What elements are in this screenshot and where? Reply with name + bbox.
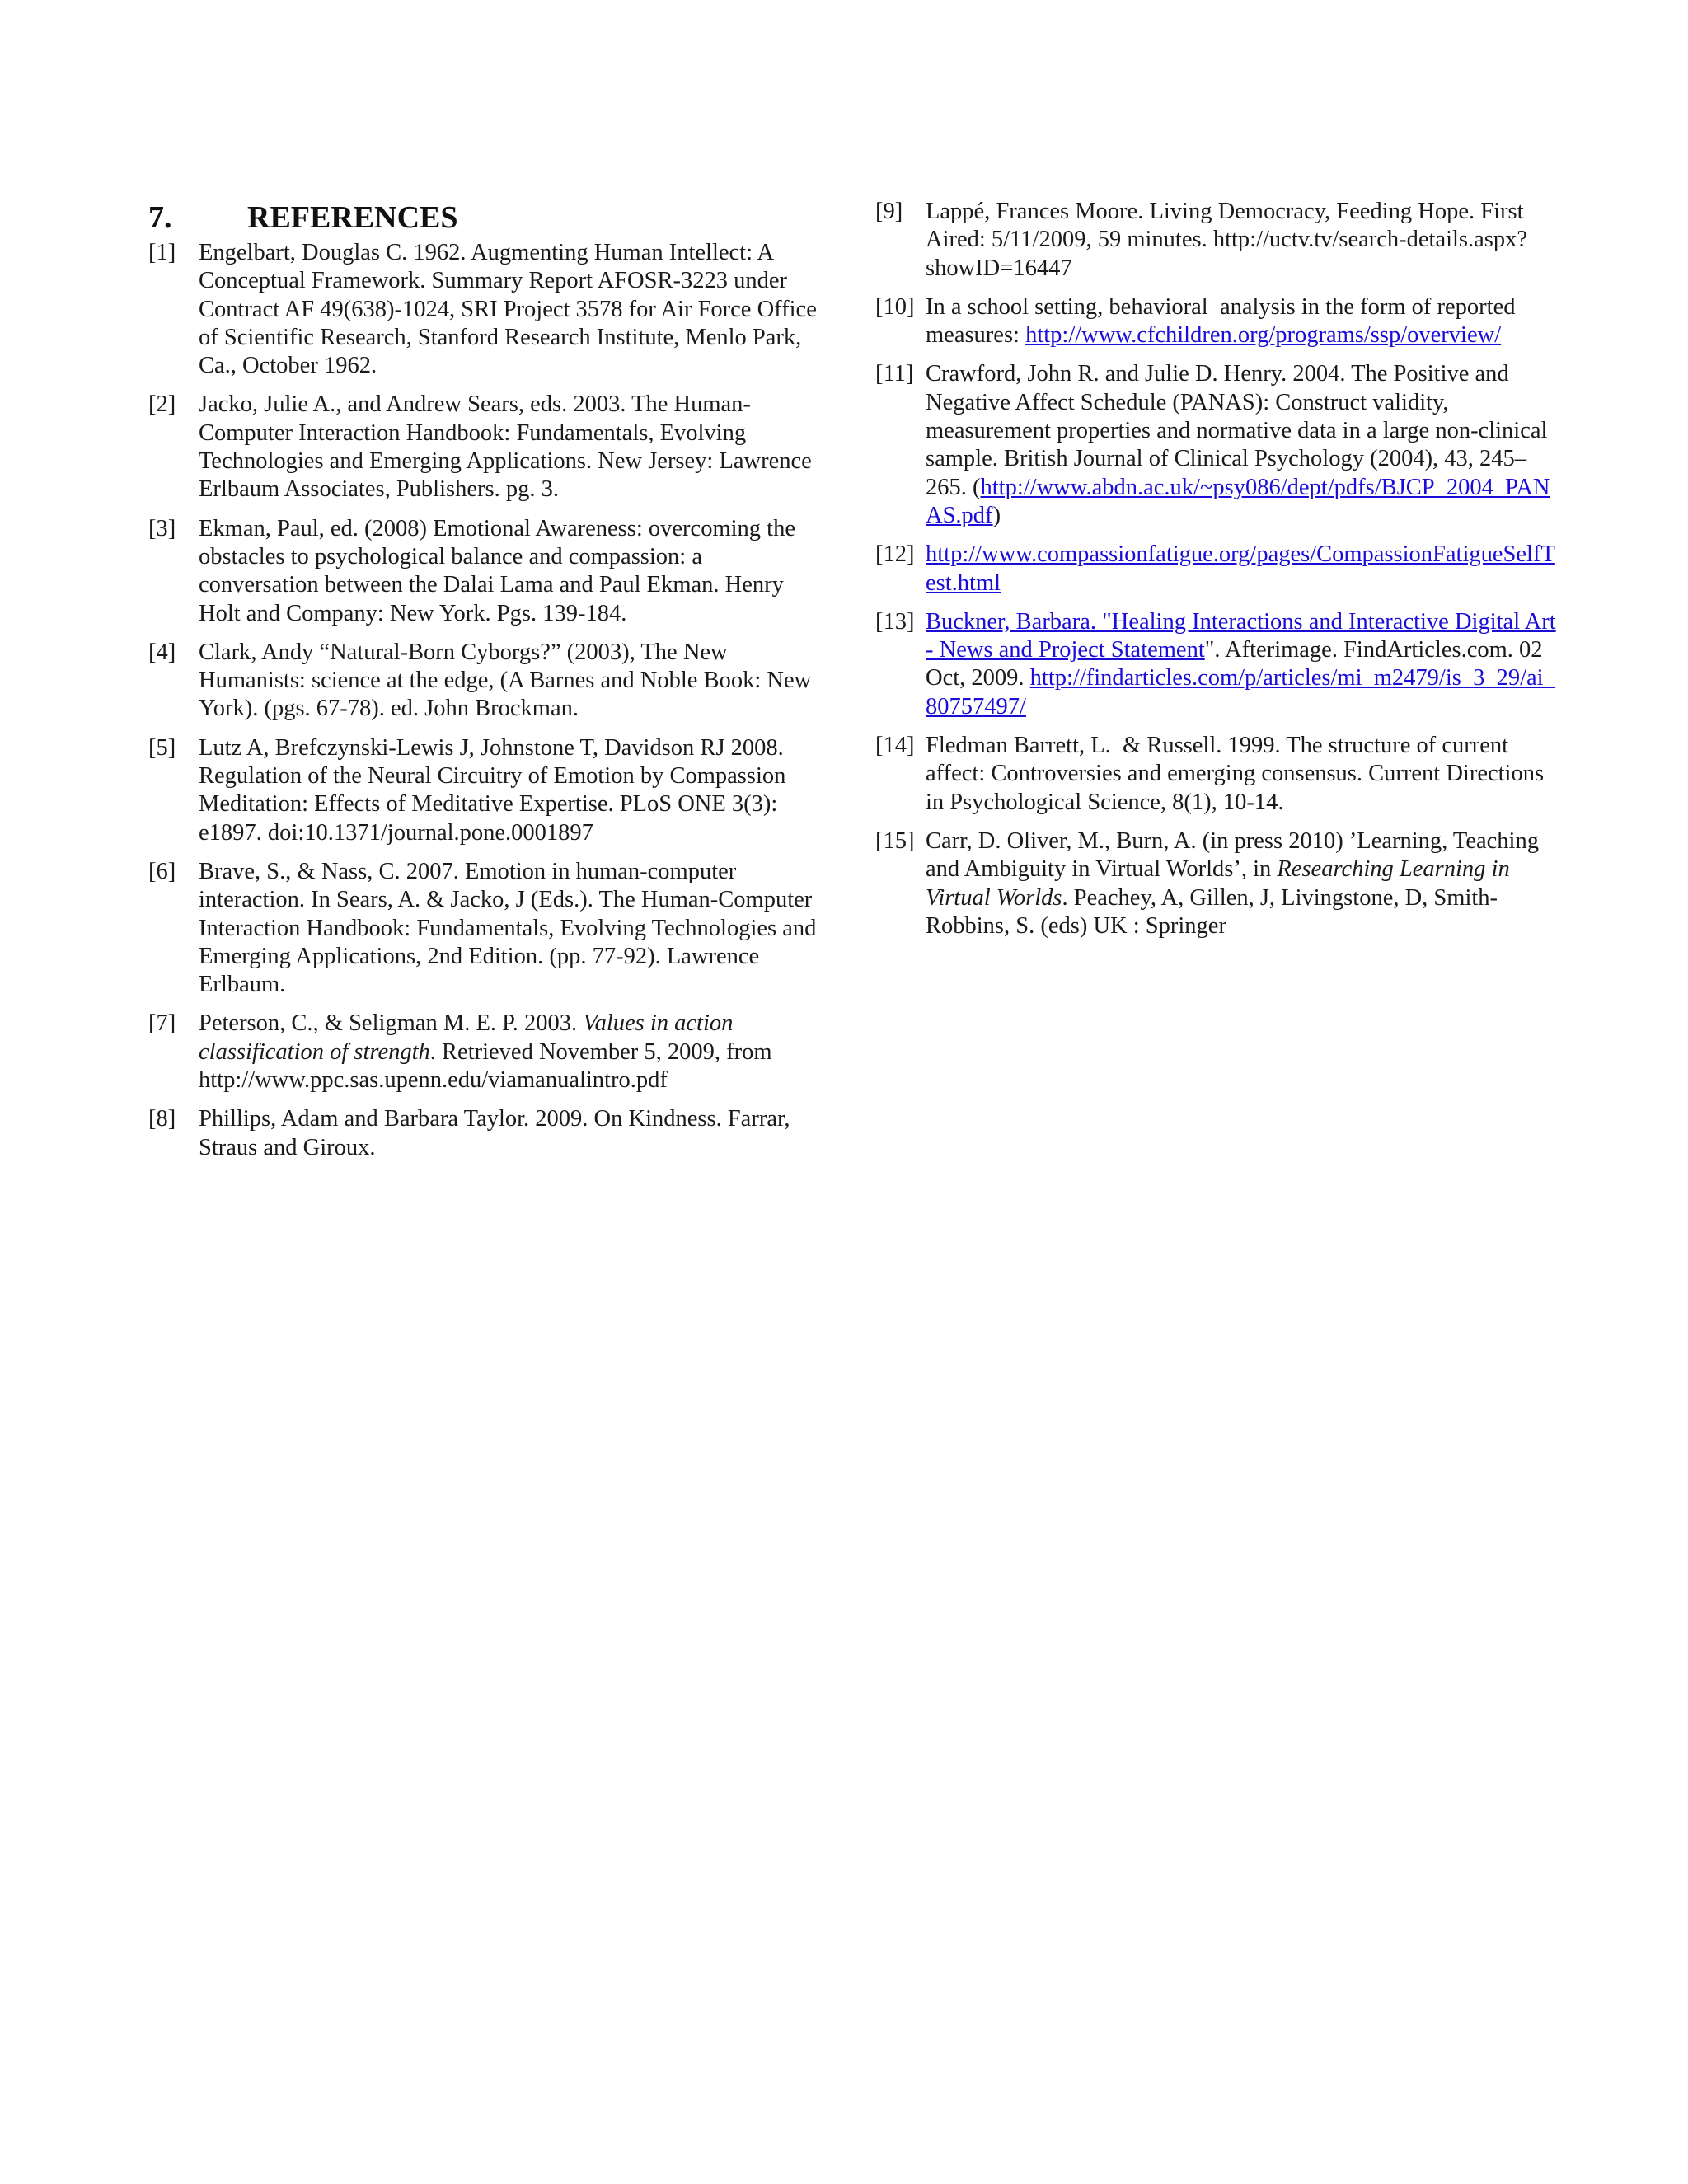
reference-text: Brave, S., & Nass, C. 2007. Emotion in human-computer interaction. In Sears, A. & Jacko, J (Eds.). The Human-Computer Interaction Handbook: Fundamentals, Evolving Technologies and Emerging Applications, 2nd Edition. (pp. 77-92). Lawrence Erlbaum. [199, 858, 823, 998]
reference-text: Engelbart, Douglas C. 1962. Augmenting Human Intellect: A Conceptual Framework. Summary Report AFOSR-3223 under Contract AF 49(638)-1024, SRI Project 3578 for Air Force Office of Scientific Research, Stanford Research Institute, Menlo Park, Ca., October 1962. [199, 240, 823, 379]
reference-link[interactable]: http://www.compassionfatigue.org/pages/CompassionFatigueSelfTest.html [926, 541, 1555, 596]
reference-item [875, 198, 1559, 283]
reference-number: [14] [875, 733, 915, 759]
reference-text: Lappé, Frances Moore. Living Democracy, Feeding Hope. First Aired: 5/11/2009, 59 minutes. http://uctv.tv/search-details.aspx?showID=16447 [926, 199, 1529, 281]
reference-text: Ekman, Paul, ed. (2008) Emotional Awareness: overcoming the obstacles to psychological balance and compassion: a conversation between the Dalai Lama and Paul Ekman. Henry Holt and Company: New York. Pgs. 139-184. [199, 515, 802, 626]
reference-link[interactable]: http://findarticles.com/p/articles/mi_m2479/is_3_29/ai_80757497/ [926, 665, 1555, 719]
left-column [148, 198, 824, 1173]
reference-item [875, 293, 1559, 350]
reference-number: [10] [875, 293, 915, 320]
reference-text: Lutz A, Brefczynski-Lewis J, Johnstone T, Davidson RJ 2008. Regulation of the Neural Circuitry of Emotion by Compassion Meditation: Effects of Meditative Expertise. PLoS ONE 3(3): e1897. doi:10.1371/journal.pone.0001897 [199, 734, 792, 846]
reference-text: Clark, Andy “Natural-Born Cyborgs?” (2003), The New Humanists: science at the edge, (A Barnes and Noble Book: New York). (pgs. 67-78). ed. John Brockman. [199, 639, 817, 722]
reference-item [875, 541, 1559, 598]
reference-text: In a school setting, behavioral analysis in the form of reported measures: http://www.cfchildren.org/programs/ssp/overview/ [926, 293, 1522, 349]
section-heading [148, 201, 824, 234]
reference-title-italic: Values in action classification of strength [199, 1010, 734, 1065]
reference-text: Carr, D. Oliver, M., Burn, A. (in press 2010) ’Learning, Teaching and Ambiguity in Virtual Worlds’, in Researching Learning in Virtual Worlds. Peachey, A, Gillen, J, Livingstone, D, Smith-Robbins, S. (eds) UK : Springer [926, 827, 1539, 939]
reference-text: Jacko, Julie A., and Andrew Sears, eds. 2003. The Human-Computer Interaction Handbook: Fundamentals, Evolving Technologies and Emerging Applications. New Jersey: Lawrence Erlbaum Associates, Publishers. pg. 3. [199, 391, 818, 503]
reference-text: Buckner, Barbara. "Healing Interactions and Interactive Digital Art - News and Project Statement". Afterimage. FindArticles.com. 02 Oct, 2009. http://findarticles.com/p/articles/mi_m2479/is_3_29/ai_80757497/ [926, 608, 1556, 719]
reference-list-left [148, 239, 824, 1162]
reference-item [148, 391, 824, 504]
reference-item [148, 734, 824, 847]
reference-title-italic: Researching Learning in Virtual Worlds [926, 856, 1510, 911]
reference-item [875, 732, 1559, 817]
reference-number: [12] [875, 541, 915, 568]
reference-number: [3] [148, 515, 176, 541]
reference-item [148, 1010, 824, 1094]
reference-item [148, 1105, 824, 1162]
reference-list-right [875, 198, 1559, 940]
reference-number: [7] [148, 1010, 176, 1037]
reference-number: [4] [148, 639, 176, 665]
reference-text: Peterson, C., & Seligman M. E. P. 2003. Values in action classification of strength. Retrieved November 5, 2009, from http://www.ppc.sas.upenn.edu/viamanualintro.pdf [199, 1010, 772, 1094]
reference-text: Phillips, Adam and Barbara Taylor. 2009. On Kindness. Farrar, Straus and Giroux. [199, 1106, 796, 1160]
section-number: 7. [148, 200, 172, 235]
section-title: REFERENCES [247, 200, 458, 235]
reference-number: [9] [875, 199, 903, 224]
reference-item [875, 608, 1559, 721]
reference-item [148, 239, 824, 380]
reference-text: Crawford, John R. and Julie D. Henry. 2004. The Positive and Negative Affect Schedule (PANAS): Construct validity, measurement properties and normative data in a large non-clinical sample. British Journal of Clinical Psychology (2004), 43, 245–265. (http://www.abdn.ac.uk/~psy086/dept/pdfs/BJCP_2004_PANAS.pdf) [926, 361, 1554, 528]
reference-item [148, 639, 824, 724]
reference-number: [15] [875, 827, 915, 854]
reference-number: [2] [148, 391, 176, 418]
reference-link[interactable]: http://www.cfchildren.org/programs/ssp/overview/ [1025, 322, 1502, 349]
reference-item [148, 515, 824, 628]
reference-number: [13] [875, 608, 915, 635]
reference-number: [6] [148, 858, 176, 884]
reference-number: [5] [148, 734, 176, 761]
right-column [875, 198, 1559, 951]
reference-link[interactable]: Buckner, Barbara. "Healing Interactions and Interactive Digital Art - News and Project Statement [926, 608, 1556, 663]
reference-text: Fledman Barrett, L. & Russell. 1999. The structure of current affect: Controversies and emerging consensus. Current Directions in Psychological Science, 8(1), 10-14. [926, 733, 1550, 815]
reference-item [875, 360, 1559, 530]
reference-number: [11] [875, 361, 914, 387]
reference-number: [1] [148, 240, 176, 265]
reference-item [148, 858, 824, 999]
reference-item [875, 827, 1559, 940]
reference-number: [8] [148, 1106, 176, 1132]
reference-link[interactable]: http://www.abdn.ac.uk/~psy086/dept/pdfs/BJCP_2004_PANAS.pdf [926, 474, 1550, 528]
